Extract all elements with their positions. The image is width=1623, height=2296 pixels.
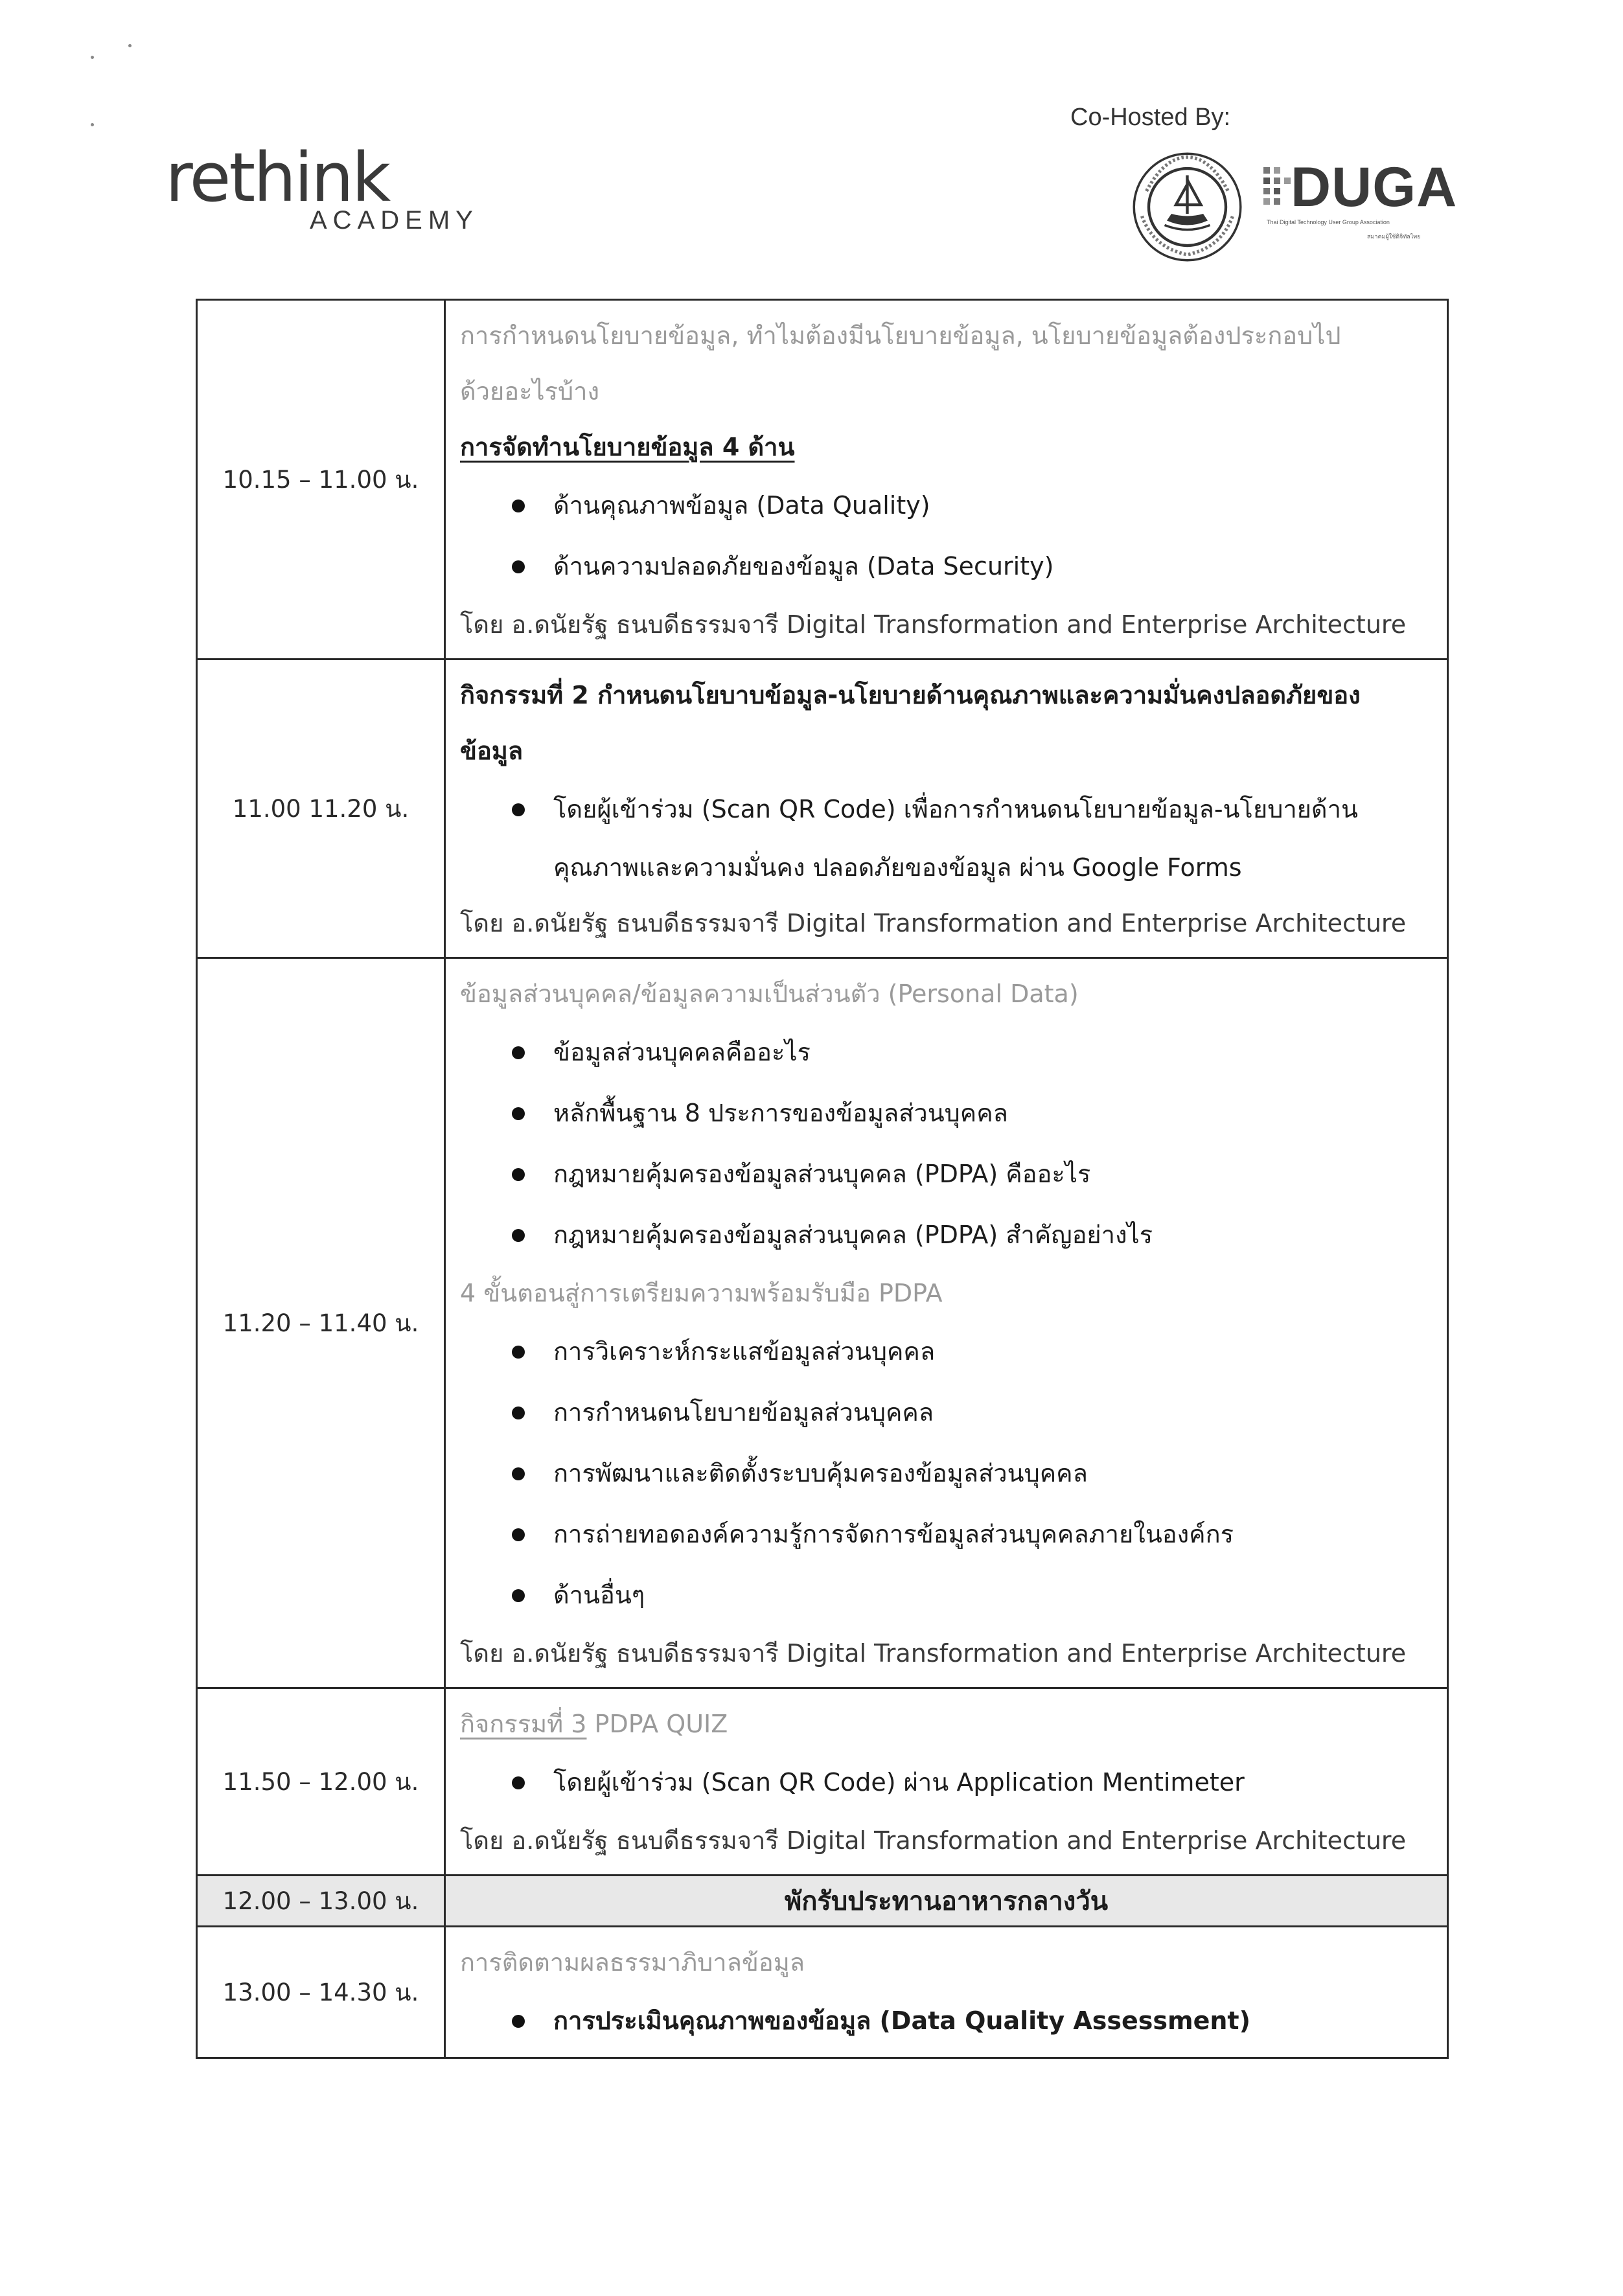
list-item [460,1504,1439,1565]
list-item [460,1022,1439,1083]
list-item [460,1144,1439,1205]
topic-text: การกำหนดนโยบายข้อมูล, ทำไมต้องมีนโยบายข้อมูล, นโยบายข้อมูลต้องประกอบไป [460,321,1341,350]
duga-subtitle-th: สมาคมผู้ใช้ดิจิทัลไทย [1367,233,1421,240]
bullet-icon [512,1589,525,1602]
bullet-icon [512,1229,525,1242]
speaker-text: โดย อ.ดนัยรัฐ ธนบดีธรรมจารี Digital Transformation and Enterprise Architecture [460,1639,1407,1668]
speaker-text: โดย อ.ดนัยรัฐ ธนบดีธรรมจารี Digital Transformation and Enterprise Architecture [460,909,1407,938]
list-item-text: ข้อมูลส่วนบุคคลคืออะไร [553,1038,811,1067]
topic-text [460,1697,1439,1752]
content-cell [445,300,1448,660]
list-item [460,1565,1439,1626]
list-item-text: หลักพื้นฐาน 8 ประการของข้อมูลส่วนบุคคล [553,1099,1008,1128]
schedule-row [197,660,1448,958]
schedule-row [197,1927,1448,2058]
activity-title: PDPA QUIZ [586,1710,728,1739]
content-cell [445,660,1448,958]
rethink-logo: rethink [165,138,389,217]
content-cell [445,958,1448,1688]
bullet-icon [512,803,525,816]
list-item-text: การถ่ายทอดองค์ความรู้การจัดการข้อมูลส่วนบุคคลภายในองค์กร [553,1520,1234,1549]
schedule-row [197,1688,1448,1876]
break-label: พักรับประทานอาหารกลางวัน [445,1876,1448,1927]
topic-text: ด้วยอะไรบ้าง [460,377,600,406]
list-item-text: กฎหมายคุ้มครองข้อมูลส่วนบุคคล (PDPA) สำคัญอย่างไร [553,1221,1153,1250]
list-item-continuation: คุณภาพและความมั่นคง ปลอดภัยของข้อมูล ผ่าน Google Forms [553,853,1242,882]
bullet-icon [512,499,525,512]
speaker-text: โดย อ.ดนัยรัฐ ธนบดีธรรมจารี Digital Transformation and Enterprise Architecture [460,610,1407,639]
list-item [460,1383,1439,1443]
duga-subtitle-en: Thai Digital Technology User Group Association [1267,219,1390,225]
time-cell: 13.00 – 14.30 น. [197,1927,445,2058]
bullet-icon [512,1528,525,1541]
academy-logo-text: ACADEMY [310,206,479,235]
cohosted-label: Co-Hosted By: [1070,104,1231,131]
bullet-icon [512,1107,525,1120]
bullet-icon [512,1168,525,1181]
list-item [460,1752,1439,1813]
list-item [460,476,1439,536]
list-item [460,779,1439,840]
time-cell: 11.00 11.20 น. [197,660,445,958]
activity-label: กิจกรรมที่ 3 [460,1710,587,1739]
list-item-text: โดยผู้เข้าร่วม (Scan QR Code) ผ่าน Application Mentimeter [553,1768,1245,1797]
list-item [460,1083,1439,1144]
time-cell: 12.00 – 13.00 น. [197,1876,445,1927]
schedule-table [196,299,1449,2059]
list-item-text: การวิเคราะห์กระแสข้อมูลส่วนบุคคล [553,1337,936,1366]
list-item [460,1205,1439,1266]
bullet-icon [512,1406,525,1419]
schedule-row [197,958,1448,1688]
list-item [460,1322,1439,1383]
list-item-text: การกำหนดนโยบายข้อมูลส่วนบุคคล [553,1398,934,1427]
bullet-icon [512,1467,525,1480]
topic-text: การติดตามผลธรรมาภิบาลข้อมูล [460,1948,805,1977]
list-item [460,1991,1439,2052]
activity-heading: ข้อมูล [460,737,524,766]
topic-text: 4 ขั้นตอนสู่การเตรียมความพร้อมรับมือ PDPA [460,1279,943,1308]
bullet-icon [512,560,525,573]
content-cell [445,1688,1448,1876]
time-cell: 11.20 – 11.40 น. [197,958,445,1688]
list-item-text: กฎหมายคุ้มครองข้อมูลส่วนบุคคล (PDPA) คืออะไร [553,1160,1091,1189]
duga-dots-icon [1261,162,1292,214]
list-item-text: ด้านคุณภาพข้อมูล (Data Quality) [553,491,930,520]
speaker-text: โดย อ.ดนัยรัฐ ธนบดีธรรมจารี Digital Transformation and Enterprise Architecture [460,1826,1407,1855]
content-cell [445,1927,1448,2058]
duga-logo: DUGA [1291,156,1458,218]
schedule-row [197,300,1448,660]
bullet-icon [512,1346,525,1359]
bullet-icon [512,2015,525,2028]
activity-heading: กิจกรรมที่ 2 กำหนดนโยบาบข้อมูล-นโยบายด้านคุณภาพและความมั่นคงปลอดภัยของ [460,681,1361,710]
time-cell: 10.15 – 11.00 น. [197,300,445,660]
topic-text: ข้อมูลส่วนบุคคล/ข้อมูลความเป็นส่วนตัว (Personal Data) [460,980,1079,1009]
bullet-icon [512,1776,525,1789]
list-item [460,1443,1439,1504]
list-item-text: การประเมินคุณภาพของข้อมูล (Data Quality Assessment) [553,2006,1250,2036]
list-item-text: ด้านอื่นๆ [553,1581,645,1610]
time-cell: 11.50 – 12.00 น. [197,1688,445,1876]
schedule-row-break [197,1876,1448,1927]
bullet-icon [512,1046,525,1059]
list-item-text: โดยผู้เข้าร่วม (Scan QR Code) เพื่อการกำหนดนโยบายข้อมูล-นโยบายด้าน [553,795,1358,824]
list-item [460,536,1439,597]
section-heading: การจัดทำนโยบายข้อมูล 4 ด้าน [460,433,795,462]
list-item-text: การพัฒนาและติดตั้งระบบคุ้มครองข้อมูลส่วนบุคคล [553,1459,1088,1488]
ministry-seal-icon [1131,150,1244,264]
list-item-text: ด้านความปลอดภัยของข้อมูล (Data Security) [553,552,1054,581]
